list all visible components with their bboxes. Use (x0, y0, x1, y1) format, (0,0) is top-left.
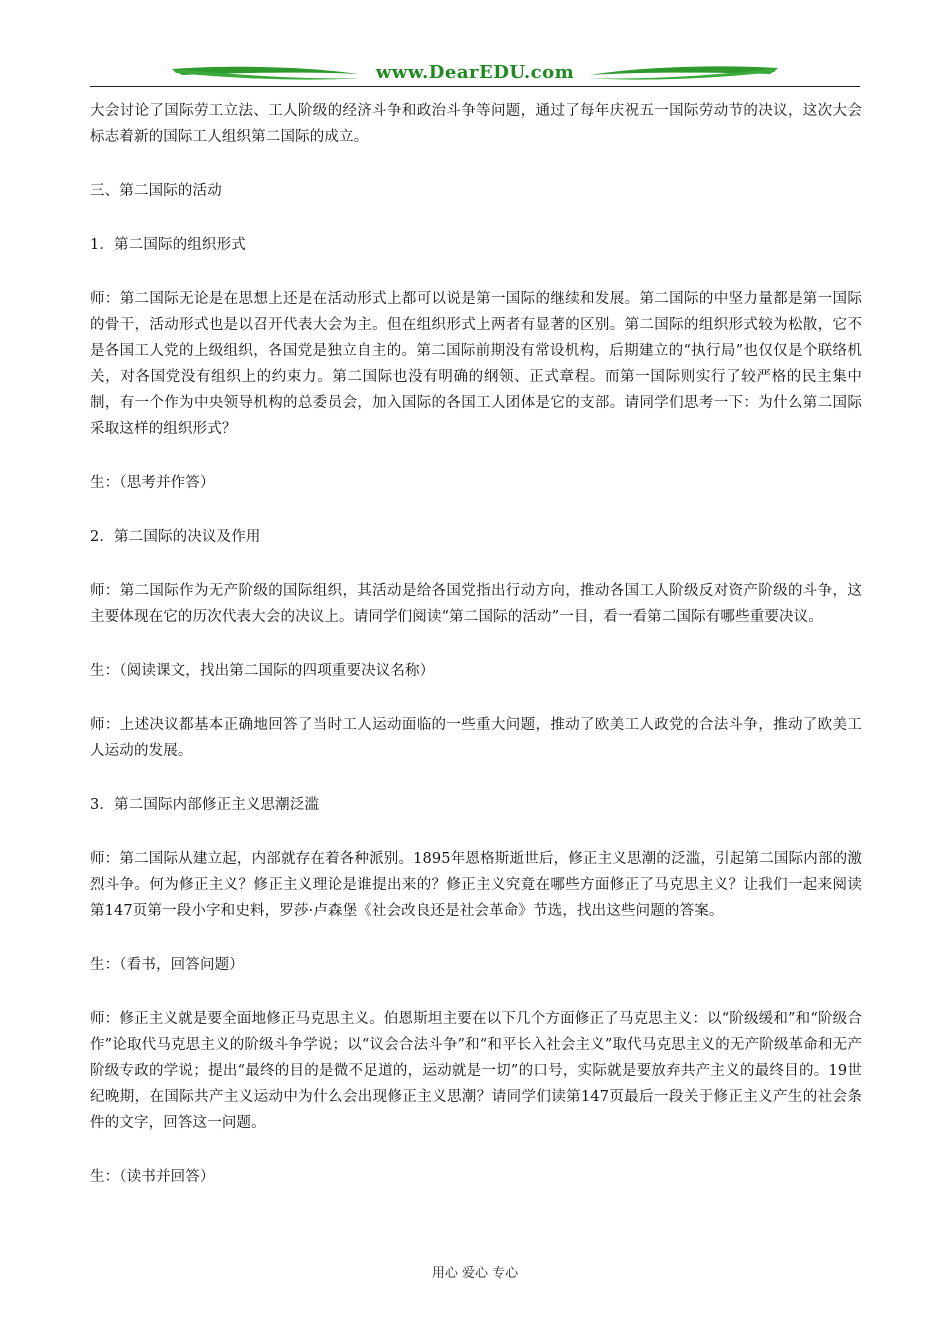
paragraph: 大会讨论了国际劳工立法、工人阶级的经济斗争和政治斗争等问题，通过了每年庆祝五一国际劳动节的决议，这次大会标志着新的国际工人组织第二国际的成立。 (90, 103, 862, 145)
header-rule (90, 86, 860, 87)
teacher-paragraph: 师：第二国际从建立起，内部就存在着各种派别。1895年恩格斯逝世后，修正主义思潮的泛滥，引起第二国际内部的激烈斗争。何为修正主义？修正主义理论是谁提出来的？修正主义究竟在哪些方面修正了马克思主义？让我们一起来阅读第147页第一段小字和史料，罗莎·卢森堡《社会改良还是社会革命》节选，找出这些问题的答案。 (90, 851, 862, 919)
teacher-paragraph: 师：第二国际作为无产阶级的国际组织，其活动是给各国党指出行动方向，推动各国工人阶级反对资产阶级的斗争，这主要体现在它的历次代表大会的决议上。请同学们阅读“第二国际的活动”一目，看一看第二国际有哪些重要决议。 (90, 583, 862, 625)
student-paragraph: 生：（看书，回答问题） (90, 957, 244, 973)
teacher-paragraph: 师：上述决议都基本正确地回答了当时工人运动面临的一些重大问题，推动了欧美工人政党的合法斗争，推动了欧美工人运动的发展。 (90, 717, 862, 759)
subsection-heading: 1．第二国际的组织形式 (90, 237, 246, 253)
subsection-heading: 3．第二国际内部修正主义思潮泛滥 (90, 797, 320, 813)
teacher-paragraph: 师：第二国际无论是在思想上还是在活动形式上都可以说是第一国际的继续和发展。第二国际的中坚力量都是第一国际的骨干，活动形式也是以召开代表大会为主。但在组织形式上两者有显著的区别。第二国际的组织形式较为松散，它不是各国工人党的上级组织，各国党是独立自主的。第二国际前期没有常设机构，后期建立的“执行局”也仅仅是个联络机关，对各国党没有组织上的约束力。第二国际也没有明确的纲领、正式章程。而第一国际则实行了较严格的民主集中制，有一个作为中央领导机构的总委员会，加入国际的各国工人团体是它的支部。请同学们思考一下：为什么第二国际采取这样的组织形式？ (90, 291, 862, 437)
section-heading: 三、第二国际的活动 (90, 183, 222, 199)
page-footer: 用心 爱心 专心 (431, 1266, 519, 1281)
document-body (90, 98, 862, 1218)
site-logo-text[interactable]: www.DearEDU.com (375, 62, 575, 83)
student-paragraph: 生：（阅读课文，找出第二国际的四项重要决议名称） (90, 663, 435, 679)
student-paragraph: 生：（思考并作答） (90, 475, 215, 491)
subsection-heading: 2．第二国际的决议及作用 (90, 529, 261, 545)
student-paragraph: 生：（读书并回答） (90, 1169, 215, 1185)
teacher-paragraph: 师：修正主义就是要全面地修正马克思主义。伯恩斯坦主要在以下几个方面修正了马克思主义：以“阶级缓和”和“阶级合作”论取代马克思主义的阶级斗争学说；以“议会合法斗争”和“和平长入社会主义”取代马克思主义的无产阶级革命和无产阶级专政的学说；提出“最终的目的是微不足道的，运动就是一切”的口号，实际就是要放弃共产主义的最终目的。19世纪晚期，在国际共产主义运动中为什么会出现修正主义思潮？请同学们读第147页最后一段关于修正主义产生的社会条件的文字，回答这一问题。 (90, 1011, 862, 1131)
